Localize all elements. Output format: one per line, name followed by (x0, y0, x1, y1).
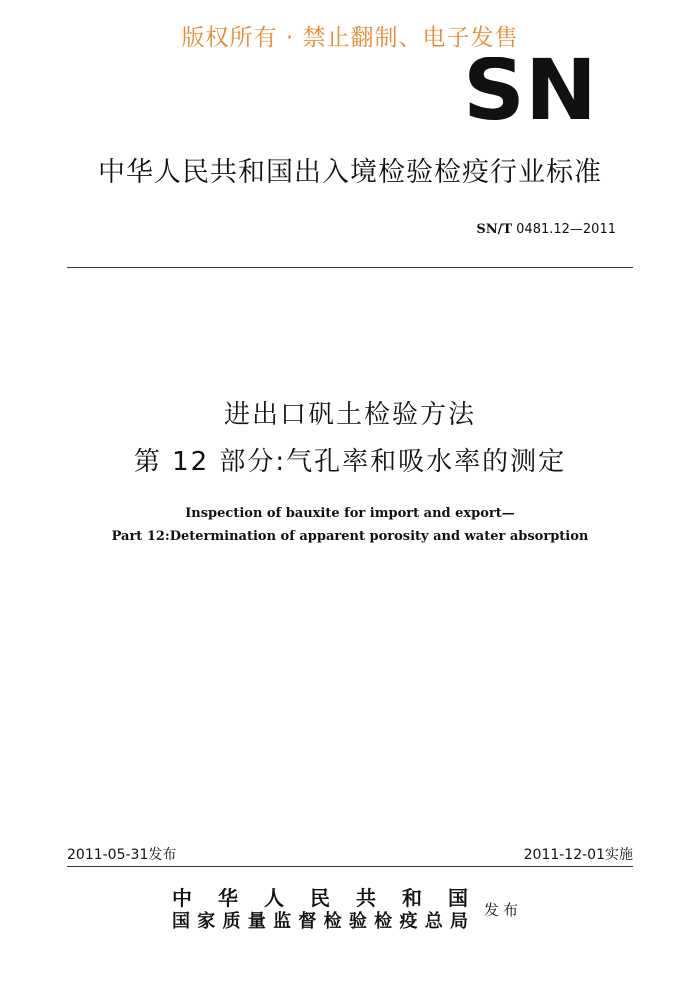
implement-date-block (524, 846, 633, 864)
bottom-divider (67, 866, 633, 867)
implement-label: 实施 (605, 847, 633, 863)
standard-category-title: 中华人民共和国出入境检验检疫行业标准 (98, 157, 602, 188)
issuer-line1: 中华人民共和国 (172, 886, 468, 910)
sn-logo (463, 57, 597, 123)
document-title-en-line1: Inspection of bauxite for import and export— (185, 506, 515, 521)
top-divider (67, 267, 633, 268)
document-title-zh-line1: 进出口矾土检验方法 (223, 400, 476, 430)
document-title-en-line2: Part 12:Determination of apparent porosity and water absorption (111, 529, 589, 544)
document-title-zh-line2: 第 12 部分:气孔率和吸水率的测定 (133, 447, 567, 477)
standard-code: SN/T (476, 222, 513, 237)
copyright-watermark: 版权所有 · 禁止翻制、电子发售 (181, 25, 519, 51)
issuer-issue-word: 发布 (484, 901, 523, 919)
issuer-line2: 国家质量监督检验检疫总局 (172, 911, 468, 932)
issue-date: 2011-05-31 (67, 847, 149, 863)
standard-number-value: 0481.12—2011 (516, 222, 616, 237)
implement-date: 2011-12-01 (523, 847, 605, 863)
issue-label: 发布 (148, 847, 177, 863)
standard-number (476, 221, 616, 239)
sn-logo-text: SN (463, 57, 597, 123)
issue-date-block (67, 846, 176, 864)
